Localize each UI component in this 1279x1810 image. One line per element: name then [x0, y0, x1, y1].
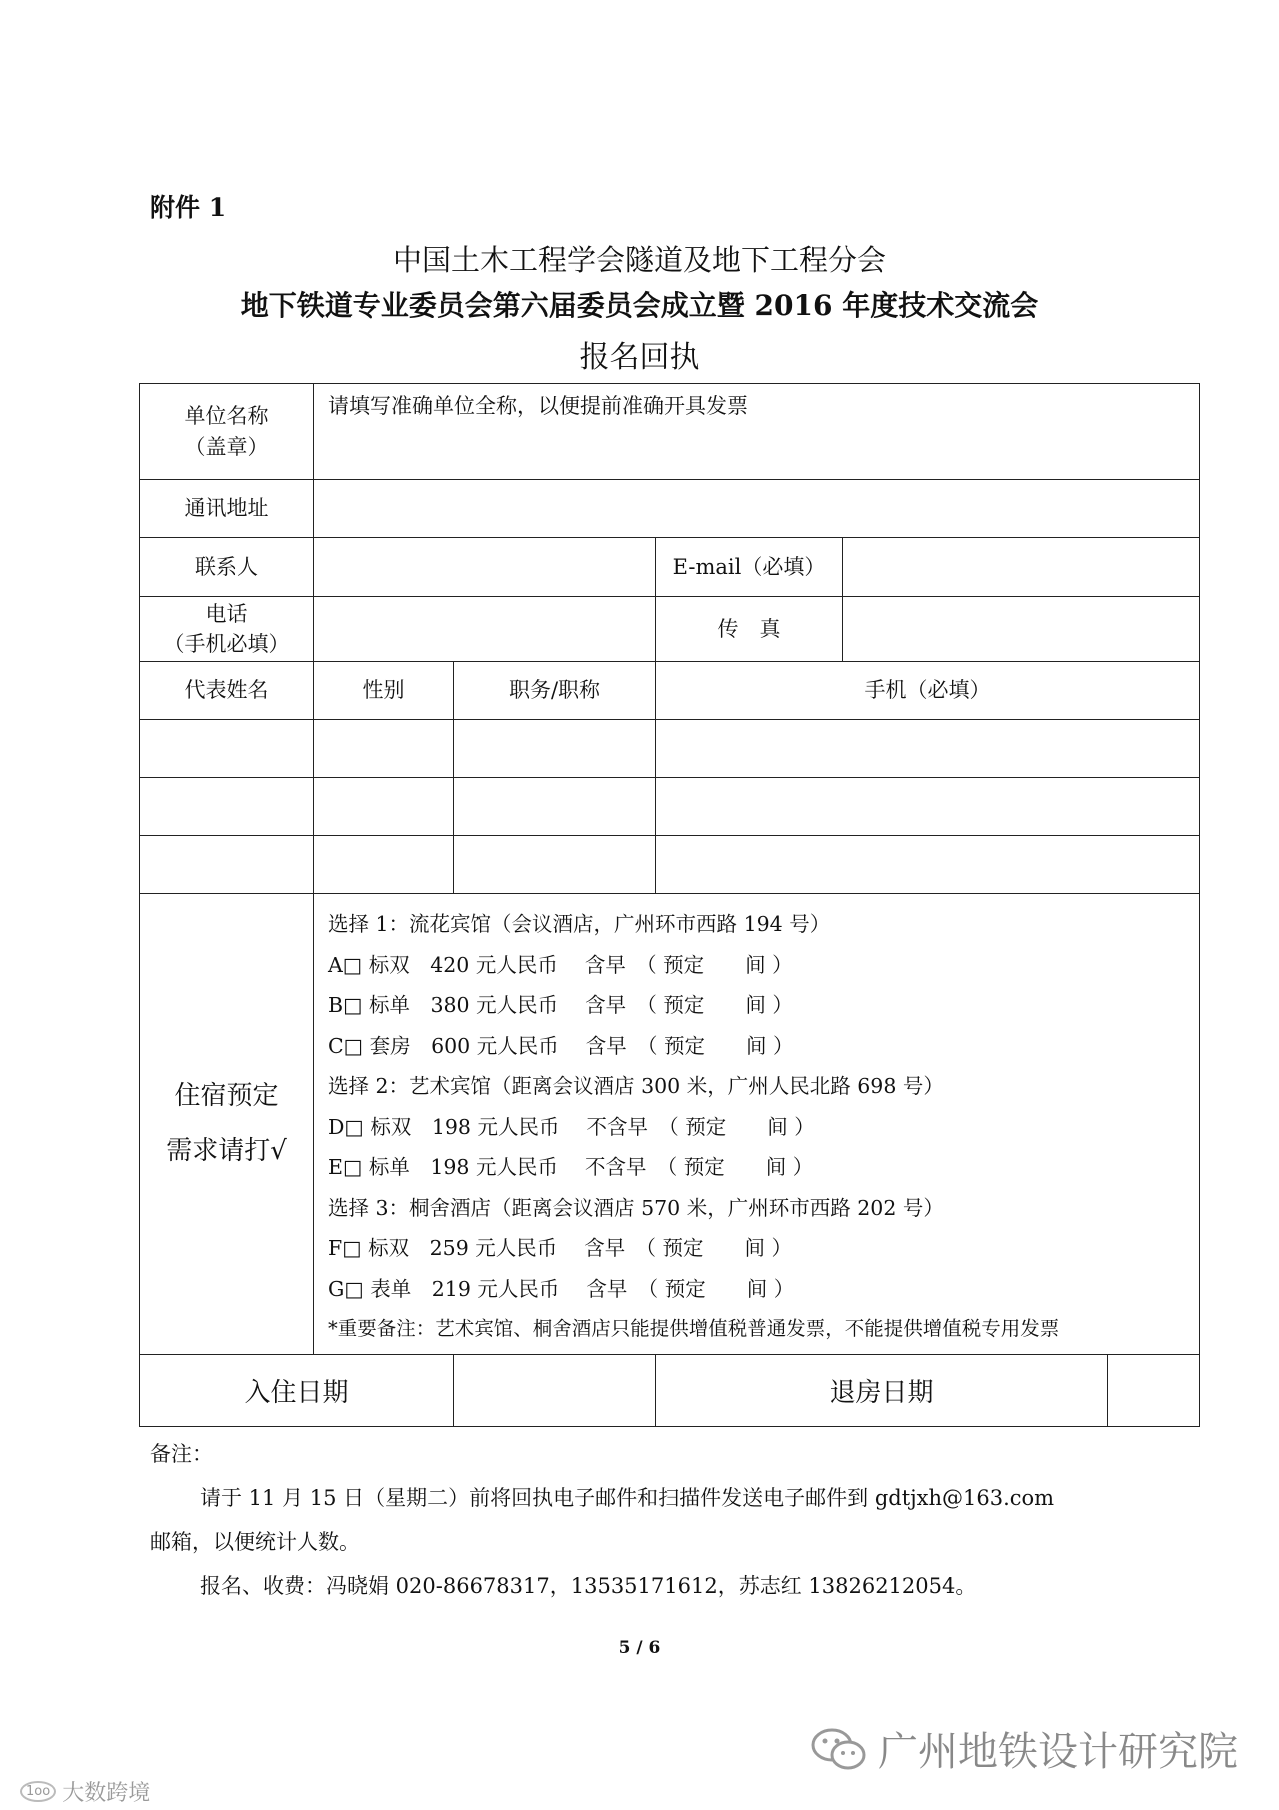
phone-field[interactable] [314, 597, 656, 662]
hotel-option-3-heading: 选择 3：桐舍酒店（距离会议酒店 570 米，广州环市西路 202 号） [328, 1195, 944, 1220]
address-label: 通讯地址 [140, 480, 314, 538]
page-number: 5 / 6 [618, 1638, 661, 1658]
rep-mobile-field[interactable] [656, 778, 1200, 836]
accommodation-label-cell [140, 894, 314, 1355]
notes-label: 备注： [150, 1442, 213, 1466]
rep-gender-field[interactable] [314, 836, 454, 894]
room-option-g[interactable]: G□ 表单 219 元人民币 含早 （ 预定 间 ） [328, 1276, 795, 1301]
notes-line-3: 报名、收费：冯晓娟 020-86678317，13535171612，苏志红 13826212054。 [200, 1574, 977, 1598]
col-header-mobile: 手机（必填） [656, 662, 1200, 720]
watermark-brand [20, 1776, 150, 1807]
hotel-option-2-heading: 选择 2：艺术宾馆（距离会议酒店 300 米，广州人民北路 698 号） [328, 1074, 944, 1098]
checkout-field[interactable] [1108, 1354, 1200, 1426]
fax-field[interactable] [843, 597, 1200, 662]
room-option-e[interactable]: E□ 标单 198 元人民币 不含早 （ 预定 间 ） [328, 1155, 814, 1179]
unit-name-field[interactable] [314, 384, 1200, 480]
contact-label: 联系人 [140, 538, 314, 597]
checkout-label: 退房日期 [656, 1354, 1108, 1426]
room-option-c[interactable]: C□ 套房 600 元人民币 含早 （ 预定 间 ） [328, 1033, 794, 1058]
rep-gender-field[interactable] [314, 778, 454, 836]
unit-name-sublabel: （盖章） [184, 434, 269, 459]
table-row [140, 778, 1200, 836]
email-label: E-mail（必填） [656, 538, 843, 597]
table-row [140, 720, 1200, 778]
watermark-wechat [810, 1720, 1238, 1777]
col-header-title: 职务/职称 [454, 662, 656, 720]
checkin-field[interactable] [454, 1354, 656, 1426]
rep-title-field[interactable] [454, 778, 656, 836]
room-option-d[interactable]: D□ 标双 198 元人民币 不含早 （ 预定 间 ） [328, 1114, 815, 1139]
rep-name-field[interactable] [140, 720, 314, 778]
rep-mobile-field[interactable] [656, 720, 1200, 778]
unit-name-placeholder: 请填写准确单位全称，以便提前准确开具发票 [328, 394, 748, 418]
phone-sublabel: （手机必填） [163, 632, 290, 656]
email-field[interactable] [843, 538, 1200, 597]
phone-label: 电话 [205, 601, 248, 626]
wechat-icon [810, 1725, 868, 1773]
title-organization: 中国土木工程学会隧道及地下工程分会 [392, 243, 886, 277]
notes-line-1: 请于 11 月 15 日（星期二）前将回执电子邮件和扫描件发送电子邮件到 gdtjxh@163.com [200, 1486, 1055, 1510]
title-form: 报名回执 [579, 340, 700, 375]
col-header-name: 代表姓名 [140, 662, 314, 720]
hotel-option-1-heading: 选择 1：流花宾馆（会议酒店，广州环市西路 194 号） [328, 912, 831, 936]
unit-name-label: 单位名称 [184, 404, 269, 429]
rep-name-field[interactable] [140, 836, 314, 894]
checkin-label: 入住日期 [140, 1354, 454, 1426]
accommodation-options [314, 894, 1200, 1355]
room-option-b[interactable]: B□ 标单 380 元人民币 含早 （ 预定 间 ） [328, 993, 793, 1017]
unit-name-label-cell [140, 384, 314, 480]
watermark-right-text: 广州地铁设计研究院 [878, 1729, 1238, 1775]
rep-title-field[interactable] [454, 720, 656, 778]
room-option-f[interactable]: F□ 标双 259 元人民币 含早 （ 预定 间 ） [328, 1236, 793, 1260]
contact-field[interactable] [314, 538, 656, 597]
accommodation-label-line1: 住宿预定 [174, 1081, 279, 1112]
notes-line-2: 邮箱，以便统计人数。 [150, 1530, 360, 1554]
fax-label: 传 真 [656, 597, 843, 662]
rep-title-field[interactable] [454, 836, 656, 894]
phone-label-cell [140, 597, 314, 662]
address-field[interactable] [314, 480, 1200, 538]
title-event: 地下铁道专业委员会第六届委员会成立暨 2016 年度技术交流会 [240, 289, 1039, 322]
watermark-left-text: 大数跨境 [62, 1781, 151, 1806]
attachment-label: 附件 1 [150, 193, 227, 222]
brand-logo-icon: 1oo [20, 1781, 56, 1802]
invoice-note: *重要备注：艺术宾馆、桐舍酒店只能提供增值税普通发票，不能提供增值税专用发票 [328, 1317, 1060, 1340]
table-row [140, 836, 1200, 894]
accommodation-label-line2: 需求请打√ [166, 1135, 287, 1166]
rep-gender-field[interactable] [314, 720, 454, 778]
registration-form-table [139, 383, 1200, 1427]
rep-name-field[interactable] [140, 778, 314, 836]
col-header-gender: 性别 [314, 662, 454, 720]
notes-section [150, 1432, 1150, 1608]
room-option-a[interactable]: A□ 标双 420 元人民币 含早 （ 预定 间 ） [328, 952, 793, 977]
rep-mobile-field[interactable] [656, 836, 1200, 894]
